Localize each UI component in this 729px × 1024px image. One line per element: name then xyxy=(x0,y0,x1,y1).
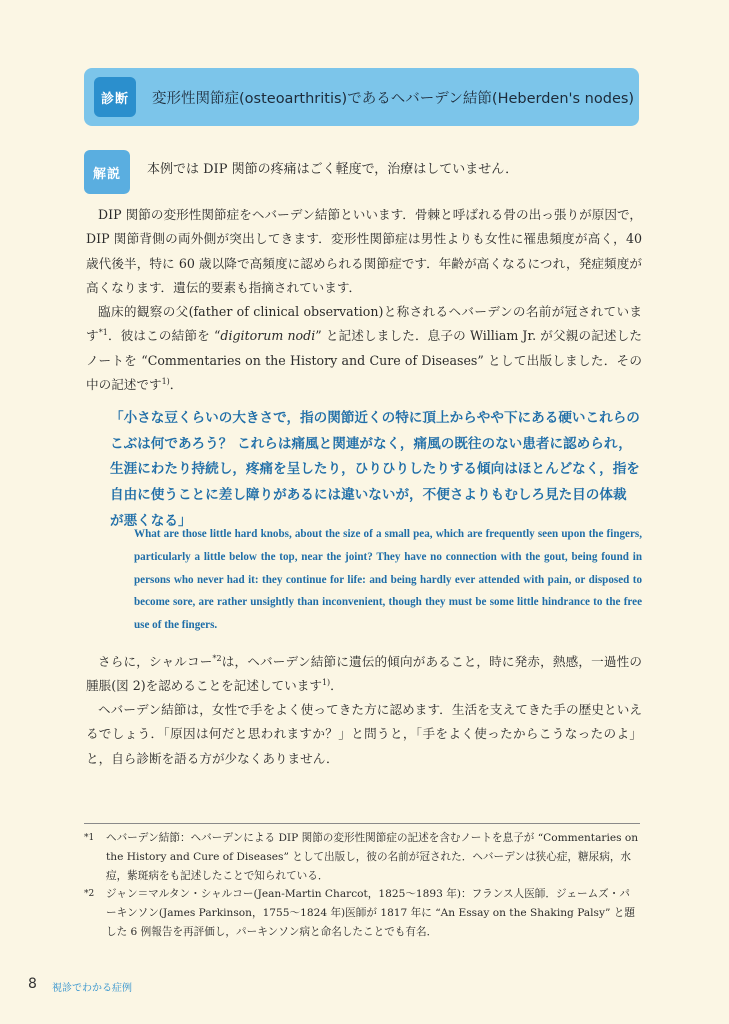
paragraph-4: ヘバーデン結節は，女性で手をよく使ってきた方に認めます．生活を支えてきた手の歴史といえるでしょう．「原因は何だと思われますか？」と問うと，「手をよく使ったからこうなったのよ」と，自ら診断を語る方が少なくありません． xyxy=(86,702,642,766)
footnote-ref-2: *2 xyxy=(212,653,222,663)
footnote-1 xyxy=(84,829,640,886)
footnote-2 xyxy=(84,885,640,942)
explanation-row xyxy=(84,150,644,194)
explanation-tag: 解説 xyxy=(84,150,130,194)
diagnosis-box xyxy=(84,68,639,126)
quote-english: What are those little hard knobs, about the size of a small pea, which are frequently seen upon the fingers, particularly a little below the top, near the joint? They have no connection with the gout, being found in persons who never had it: they continue for life: and being hardly ever attended with pain, or disposed to become sore, are rather unsightly than inconvenient, though they must be some little hindrance to the free use of the fingers. xyxy=(134,528,642,632)
footnote-text: ジャン＝マルタン・シャルコー(Jean-Martin Charcot，1825〜1893 年)：フランス人医師．ジェームズ・パーキンソン(James Parkinson，1755〜1824 年)医師が 1817 年に “An Essay on the Shaking Palsy” と題した 6 例報告を再評価し，パーキンソン病と命名したことでも有名． xyxy=(106,888,635,938)
footnote-ref-1: *1 xyxy=(98,328,108,338)
paragraph-3: さらに，シャルコー$^{*2}$は，ヘバーデン結節に遺伝的傾向があること，時に発赤，熱感，一過性の腫脹(図 2)を認めることを記述しています$^{1)}$． xyxy=(86,653,643,694)
page-number: 8 xyxy=(28,976,37,992)
citation-ref: 1) xyxy=(161,376,170,386)
footnote-mark: *1 xyxy=(84,833,95,843)
diagnosis-tag: 診断 xyxy=(94,77,136,117)
citation-ref: 1) xyxy=(321,678,331,688)
footnote-text: ヘバーデン結節：ヘバーデンによる DIP 関節の変形性関節症の記述を含むノートを息子が “Commentaries on the History and Cure of Diseases” として出版し，彼の名前が冠された．ヘバーデンは狭心症，糖尿病，水痘，紫斑病をも記述したことで知られている． xyxy=(106,832,639,882)
paragraph-2: 臨床的観察の父(father of clinical observation)と称されるヘバーデンの名前が冠されています$^{*1}$．彼はこの結節を “digitorum nodi” と記述しました．息子の William Jr. が父親の記述したノートを “Commentaries on the History and Cure of Diseases” として出版しました．その中の記述です$^{1)}$． xyxy=(86,304,642,392)
diagnosis-text: 変形性関節症(osteoarthritis)であるヘバーデン結節(Heberden's nodes) xyxy=(152,90,635,107)
quote-japanese: 「小さな豆くらいの大きさで，指の関節近くの特に頂上からやや下にある硬いこれらのこぶは何であろう？ これらは痛風と関連がなく，痛風の既往のない患者に認められ，生涯にわたり持続し，疼痛を呈したり，ひりひりしたりする傾向はほとんどなく，指を自由に使うことに差し障りがあるには違いないが，不便さよりもむしろ見た目の体裁が悪くなる」 xyxy=(110,410,640,529)
running-title: 視診でわかる症例 xyxy=(52,983,132,994)
paragraph-1: DIP 関節の変形性関節症をヘバーデン結節といいます．骨棘と呼ばれる骨の出っ張りが原因で，DIP 関節背側の両外側が突出してきます．変形性関節症は男性よりも女性に罹患頻度が高く，40 歳代後半，特に 60 歳以降で高頻度に認められる関節症です．年齢が高くなるにつれ，発症頻度が高くなります．遺伝的要素も指摘されています． xyxy=(86,207,642,295)
footnote-mark: *2 xyxy=(84,889,95,899)
explanation-text: 本例では DIP 関節の疼痛はごく軽度で，治療はしていません． xyxy=(147,162,519,177)
footnote-divider xyxy=(84,823,640,824)
latin-term: digitorum nodi xyxy=(220,328,316,344)
